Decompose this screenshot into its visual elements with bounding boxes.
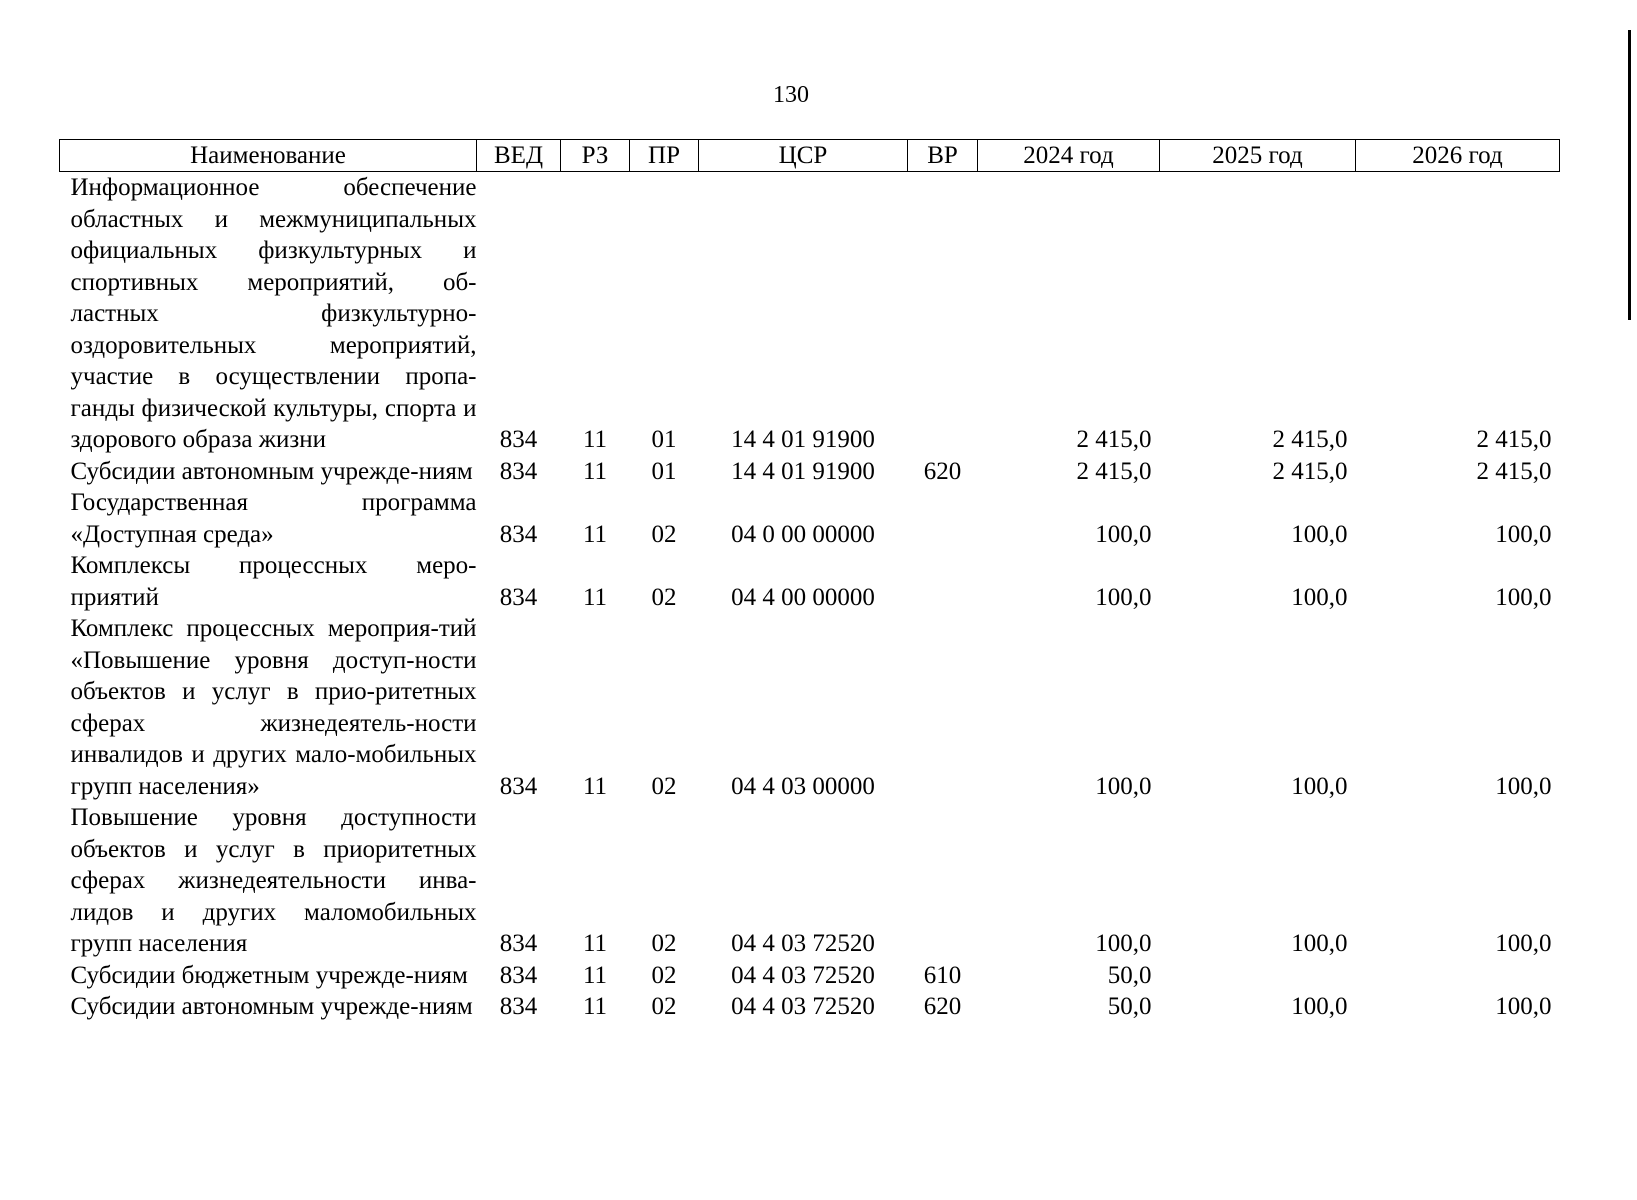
table-body [60,172,1560,1023]
table-row [60,172,1560,456]
cell-csr: 04 4 03 00000 [731,772,875,800]
table-header-row [60,140,1560,172]
cell-name: Информационное обеспечение областных и межмуниципальных официальных физкультурных и спортивных мероприятий, об-ластных физкультурно-оздоровительных мероприятий, участие в осуществлении пропа-ганды физической культуры, спорта и здорового образа жизни [70,174,477,453]
cell-2024: 100,0 [1095,583,1152,611]
cell-rz: 11 [582,583,608,611]
header-2024: 2024 год [978,140,1160,172]
cell-name: Комплексы процессных меро-приятий [70,552,477,611]
cell-vr [908,172,978,456]
cell-pr: 02 [651,520,677,548]
table-row [60,991,1560,1023]
cell-rz: 11 [582,961,608,989]
header-name: Наименование [60,140,477,172]
cell-2026: 100,0 [1495,993,1552,1020]
cell-ved: 834 [499,426,538,453]
cell-vr [908,802,978,960]
page-number: 130 [773,82,809,108]
cell-csr: 14 4 01 91900 [731,426,875,453]
cell-2026: 100,0 [1495,520,1552,548]
cell-rz: 11 [582,457,608,485]
cell-vr: 620 [923,457,962,485]
cell-2025: 100,0 [1291,993,1348,1020]
cell-pr: 02 [651,772,677,800]
cell-pr: 02 [651,993,677,1020]
cell-rz: 11 [582,520,608,548]
cell-2025: 100,0 [1291,583,1348,611]
cell-rz: 11 [582,930,608,957]
cell-2024: 2 415,0 [1076,457,1152,485]
scan-edge-line [1628,30,1631,320]
cell-ved: 834 [499,520,538,548]
cell-csr: 04 4 03 72520 [731,930,875,957]
cell-name: Государственная программа «Доступная среда» [70,489,477,548]
cell-pr: 02 [651,961,677,989]
cell-ved: 834 [499,583,538,611]
cell-rz: 11 [582,426,608,453]
cell-name: Субсидии автономным учрежде-ниям [70,457,473,485]
cell-2026: 2 415,0 [1476,457,1552,485]
cell-2024: 100,0 [1095,772,1152,800]
cell-rz: 11 [582,993,608,1020]
table-row [60,802,1560,960]
cell-pr: 01 [651,457,677,485]
cell-ved: 834 [499,961,538,989]
cell-rz: 11 [582,772,608,800]
cell-csr: 14 4 01 91900 [731,457,875,485]
header-ved: ВЕД [477,140,561,172]
cell-2026: 100,0 [1495,930,1552,957]
cell-ved: 834 [499,930,538,957]
cell-2024: 2 415,0 [1076,426,1152,453]
cell-vr [908,550,978,613]
header-2026: 2026 год [1356,140,1560,172]
cell-csr: 04 4 03 72520 [731,993,875,1020]
cell-csr: 04 4 00 00000 [731,583,875,611]
header-2025: 2025 год [1160,140,1356,172]
cell-vr [908,613,978,802]
cell-name: Комплекс процессных мероприя-тий «Повышение уровня доступ-ности объектов и услуг в прио-ритетных сферах жизнедеятель-ности инвалидов и других мало-мобильных групп населения» [70,615,477,800]
table-row [60,613,1560,802]
cell-name: Повышение уровня доступности объектов и услуг в приоритетных сферах жизнедеятельности инва-лидов и других маломобильных групп населения [70,804,477,957]
cell-pr: 01 [651,426,677,453]
header-csr: ЦСР [699,140,908,172]
cell-2024: 50,0 [1107,961,1152,989]
cell-2024: 50,0 [1107,993,1152,1020]
cell-csr: 04 4 03 72520 [731,961,875,989]
cell-pr: 02 [651,583,677,611]
cell-vr [908,487,978,550]
cell-2026 [1356,960,1560,992]
cell-2026: 2 415,0 [1476,426,1552,453]
cell-2025: 2 415,0 [1272,457,1348,485]
cell-vr: 620 [923,993,962,1020]
cell-2025: 100,0 [1291,772,1348,800]
cell-name: Субсидии бюджетным учрежде-ниям [70,961,468,989]
cell-ved: 834 [499,772,538,800]
cell-csr: 04 0 00 00000 [731,520,875,548]
cell-2026: 100,0 [1495,772,1552,800]
cell-name: Субсидии автономным учрежде-ниям [70,993,473,1020]
cell-2024: 100,0 [1095,520,1152,548]
header-vr: ВР [908,140,978,172]
table-row [60,456,1560,488]
cell-2025: 100,0 [1291,520,1348,548]
cell-2024: 100,0 [1095,930,1152,957]
cell-2025: 2 415,0 [1272,426,1348,453]
cell-ved: 834 [499,457,538,485]
table-row [60,960,1560,992]
header-pr: ПР [630,140,699,172]
cell-pr: 02 [651,930,677,957]
cell-2025 [1160,960,1356,992]
budget-table [59,139,1560,1023]
cell-vr: 610 [923,961,962,989]
cell-2025: 100,0 [1291,930,1348,957]
cell-ved: 834 [499,993,538,1020]
table-row [60,487,1560,550]
header-rz: РЗ [561,140,630,172]
table-row [60,550,1560,613]
cell-2026: 100,0 [1495,583,1552,611]
